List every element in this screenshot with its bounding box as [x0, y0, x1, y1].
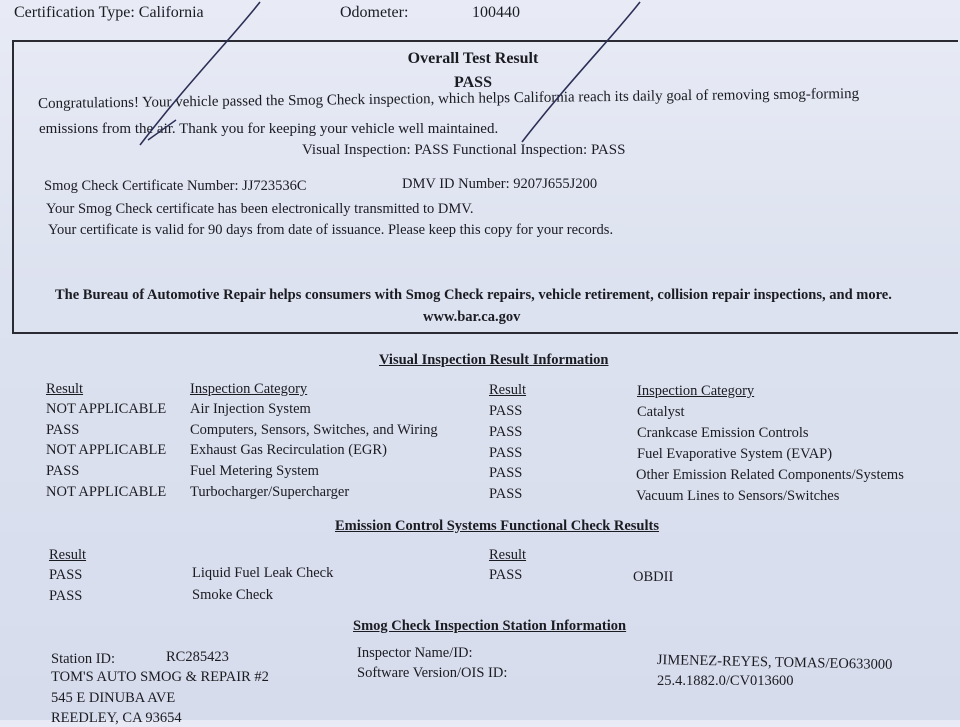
- visual-left-result-4: PASS: [46, 463, 80, 479]
- certification-type: Certification Type: California: [14, 4, 204, 21]
- visual-left-category-5: Turbocharger/Supercharger: [190, 484, 350, 500]
- inspection-summary: Visual Inspection: PASS Functional Inspection: PASS: [302, 142, 626, 158]
- visual-right-category-2: Crankcase Emission Controls: [637, 425, 809, 441]
- visual-right-category-3: Fuel Evaporative System (EVAP): [637, 446, 833, 462]
- visual-left-category-3: Exhaust Gas Recirculation (EGR): [190, 442, 387, 458]
- bar-url: www.bar.ca.gov: [423, 309, 521, 325]
- transmitted-note: Your Smog Check certificate has been electronically transmitted to DMV.: [46, 201, 474, 217]
- visual-right-result-header: Result: [489, 382, 527, 398]
- station-name: TOM'S AUTO SMOG & REPAIR #2: [51, 669, 269, 685]
- bar-note: The Bureau of Automotive Repair helps consumers with Smog Check repairs, vehicle retirement, collision repair inspections, and more.: [55, 287, 892, 303]
- visual-right-result-1: PASS: [489, 403, 523, 419]
- functional-left-result-1: PASS: [49, 567, 83, 583]
- pen-stroke-left: [140, 2, 260, 145]
- visual-inspection-heading: Visual Inspection Result Information: [379, 352, 609, 368]
- visual-right-category-1: Catalyst: [637, 404, 685, 420]
- visual-right-result-5: PASS: [489, 486, 523, 502]
- station-address: 545 E DINUBA AVE: [51, 690, 176, 706]
- visual-left-category-1: Air Injection System: [190, 401, 311, 417]
- visual-left-result-header: Result: [46, 381, 84, 397]
- visual-left-result-1: NOT APPLICABLE: [46, 401, 167, 417]
- congratulations-line-2: emissions from the air. Thank you for keeping your vehicle well maintained.: [39, 121, 499, 137]
- software-value: 25.4.1882.0/CV013600: [657, 673, 794, 689]
- visual-right-category-header: Inspection Category: [637, 383, 755, 399]
- visual-left-result-2: PASS: [46, 422, 80, 438]
- pen-stroke-right: [522, 2, 640, 142]
- visual-left-result-3: NOT APPLICABLE: [46, 442, 167, 458]
- software-label: Software Version/OIS ID:: [357, 665, 508, 681]
- visual-right-result-3: PASS: [489, 445, 523, 461]
- functional-right-result-header: Result: [489, 547, 527, 563]
- functional-left-check-1: Liquid Fuel Leak Check: [192, 565, 334, 581]
- visual-right-result-2: PASS: [489, 424, 523, 440]
- validity-note: Your certificate is valid for 90 days from date of issuance. Please keep this copy for your records.: [48, 222, 614, 238]
- functional-check-heading: Emission Control Systems Functional Check Results: [335, 518, 659, 534]
- certificate-number: Smog Check Certificate Number: JJ723536C: [44, 178, 307, 194]
- overall-result-value: PASS: [454, 74, 492, 91]
- visual-left-result-5: NOT APPLICABLE: [46, 484, 167, 500]
- visual-left-category-header: Inspection Category: [190, 381, 308, 397]
- visual-left-category-2: Computers, Sensors, Switches, and Wiring: [190, 422, 438, 438]
- functional-left-check-2: Smoke Check: [192, 587, 273, 603]
- odometer-label: Odometer:: [340, 4, 409, 21]
- dmv-id-number: DMV ID Number: 9207J655J200: [402, 176, 598, 192]
- station-id-value: RC285423: [166, 649, 229, 665]
- functional-left-result-header: Result: [49, 547, 87, 563]
- overall-result-title: Overall Test Result: [407, 50, 539, 67]
- visual-right-result-4: PASS: [489, 465, 523, 481]
- odometer-value: 100440: [472, 4, 520, 21]
- station-city: REEDLEY, CA 93654: [51, 710, 182, 726]
- inspector-label: Inspector Name/ID:: [357, 645, 473, 661]
- functional-right-check-1: OBDII: [633, 569, 674, 585]
- visual-left-category-4: Fuel Metering System: [190, 463, 319, 479]
- visual-right-category-4: Other Emission Related Components/Systems: [636, 467, 904, 483]
- congratulations-line-1: Congratulations! Your vehicle passed the Smog Check inspection, which helps California reach its daily goal of removing smog-forming: [38, 85, 860, 112]
- functional-left-result-2: PASS: [49, 588, 83, 604]
- functional-right-result-1: PASS: [489, 567, 523, 583]
- station-info-heading: Smog Check Inspection Station Information: [353, 618, 627, 634]
- inspector-value: JIMENEZ-REYES, TOMAS/EO633000: [656, 652, 893, 673]
- visual-right-category-5: Vacuum Lines to Sensors/Switches: [636, 488, 840, 504]
- station-id-label: Station ID:: [51, 651, 116, 667]
